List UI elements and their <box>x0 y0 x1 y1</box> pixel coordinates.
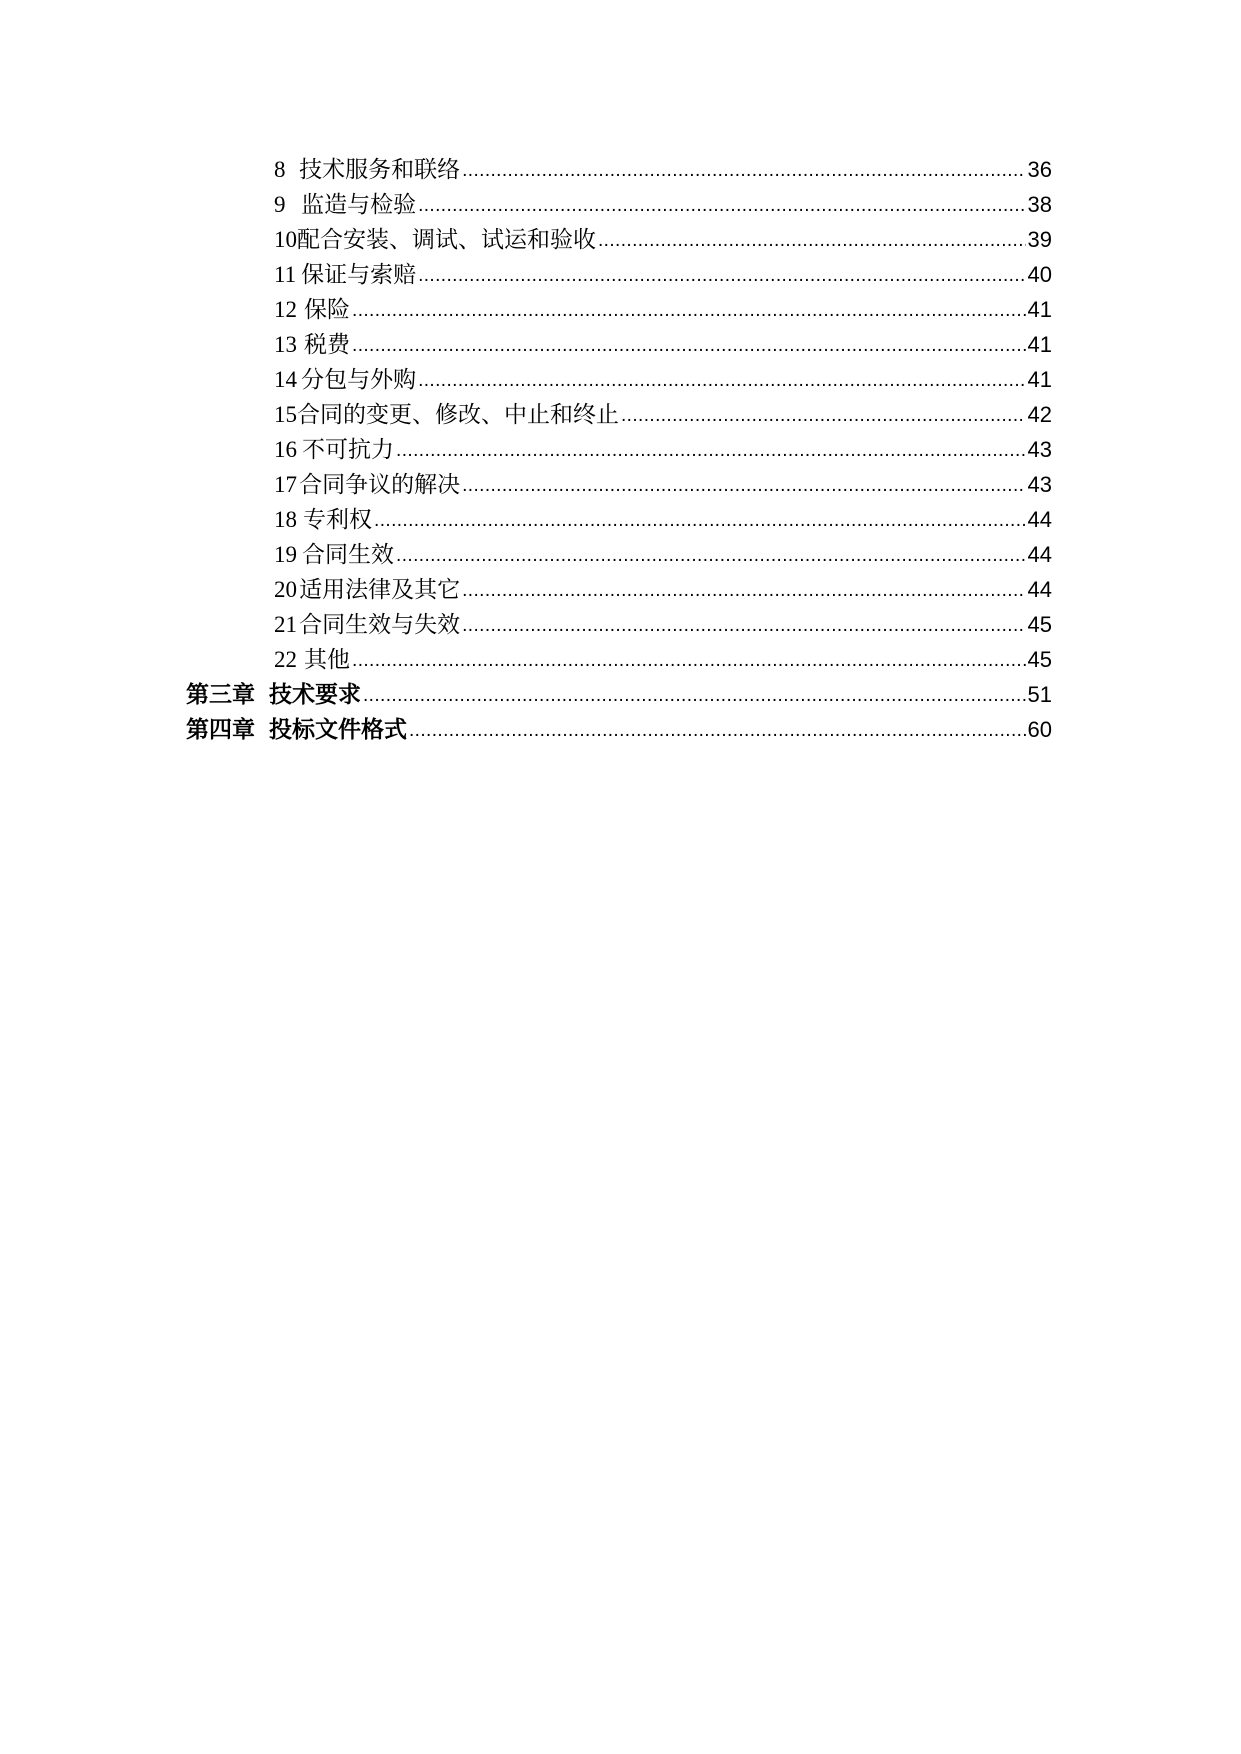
toc-entry-17[interactable] <box>186 467 1052 502</box>
dot-leader <box>352 642 1026 678</box>
dot-leader <box>598 222 1026 258</box>
dot-leader <box>418 187 1025 223</box>
toc-entry-number: 15 <box>274 402 297 427</box>
dot-leader <box>418 362 1025 398</box>
toc-entry-title: 专利权 <box>303 507 373 533</box>
toc-entry-page: 45 <box>1027 647 1052 672</box>
toc-entry-title: 合同生效 <box>302 542 395 568</box>
toc-entry-20[interactable] <box>186 572 1052 607</box>
toc-entry-14[interactable] <box>186 362 1052 397</box>
toc-entry-page: 39 <box>1027 227 1052 252</box>
dot-leader <box>409 712 1026 748</box>
toc-entry-22[interactable] <box>186 642 1052 677</box>
dot-leader <box>418 257 1025 293</box>
toc-chapter-title: 技术要求 <box>269 682 361 708</box>
toc-entry-title: 其他 <box>304 647 351 673</box>
toc-entry-page: 44 <box>1027 577 1052 602</box>
toc-entry-title: 合同的变更、修改、中止和终止 <box>297 402 619 428</box>
dot-leader <box>374 502 1025 538</box>
toc-entry-page: 42 <box>1027 402 1052 427</box>
toc-entry-page: 41 <box>1027 297 1052 322</box>
toc-entry-title: 适用法律及其它 <box>299 577 461 603</box>
toc-entry-title: 保证与索赔 <box>301 262 417 288</box>
toc-entry-11[interactable] <box>186 257 1052 292</box>
dot-leader <box>462 607 1025 643</box>
toc-entry-number: 19 <box>274 542 297 567</box>
toc-entry-page: 45 <box>1027 612 1052 637</box>
toc-entry-19[interactable] <box>186 537 1052 572</box>
toc-entry-9[interactable] <box>186 187 1052 222</box>
toc-chapter-label: 第四章 <box>186 717 255 743</box>
toc-entry-number: 9 <box>274 192 286 217</box>
dot-leader <box>363 677 1026 713</box>
dot-leader <box>352 292 1026 328</box>
toc-entry-number: 17 <box>274 472 297 497</box>
toc-entry-title: 税费 <box>304 332 351 358</box>
dot-leader <box>396 432 1025 468</box>
dot-leader <box>462 467 1025 503</box>
toc-entry-title: 分包与外购 <box>301 367 417 393</box>
toc-entry-title: 配合安装、调试、试运和验收 <box>297 227 596 253</box>
toc-entry-page: 43 <box>1027 437 1052 462</box>
toc-chapter-page: 60 <box>1027 717 1052 742</box>
toc-entry-title: 合同争议的解决 <box>299 472 461 498</box>
table-of-contents <box>186 152 1052 747</box>
toc-entry-15[interactable] <box>186 397 1052 432</box>
toc-entry-8[interactable] <box>186 152 1052 187</box>
toc-entry-page: 44 <box>1027 542 1052 567</box>
toc-entry-number: 12 <box>274 297 297 322</box>
toc-entry-number: 10 <box>274 227 297 252</box>
toc-entry-page: 41 <box>1027 367 1052 392</box>
toc-entry-10[interactable] <box>186 222 1052 257</box>
dot-leader <box>621 397 1026 433</box>
toc-entry-title: 合同生效与失效 <box>299 612 461 638</box>
toc-entry-18[interactable] <box>186 502 1052 537</box>
toc-entry-number: 20 <box>274 577 297 602</box>
toc-entry-title: 保险 <box>304 297 351 323</box>
toc-entry-page: 36 <box>1027 157 1052 182</box>
toc-entry-page: 43 <box>1027 472 1052 497</box>
toc-entry-title: 不可抗力 <box>302 437 395 463</box>
toc-entry-number: 8 <box>274 157 286 182</box>
toc-entry-12[interactable] <box>186 292 1052 327</box>
toc-entry-page: 44 <box>1027 507 1052 532</box>
toc-entry-13[interactable] <box>186 327 1052 362</box>
dot-leader <box>396 537 1025 573</box>
dot-leader <box>462 152 1025 188</box>
toc-chapter-title: 投标文件格式 <box>269 717 407 743</box>
toc-entry-number: 22 <box>274 647 297 672</box>
toc-chapter-4[interactable] <box>186 712 1052 747</box>
toc-chapter-3[interactable] <box>186 677 1052 712</box>
toc-entry-number: 16 <box>274 437 297 462</box>
toc-entry-number: 18 <box>274 507 297 532</box>
toc-entry-page: 41 <box>1027 332 1052 357</box>
toc-entry-title: 监造与检验 <box>301 192 417 218</box>
toc-chapter-label: 第三章 <box>186 682 255 708</box>
toc-entry-number: 14 <box>274 367 297 392</box>
toc-chapter-page: 51 <box>1027 682 1052 707</box>
toc-entry-number: 21 <box>274 612 297 637</box>
toc-entry-number: 13 <box>274 332 297 357</box>
dot-leader <box>462 572 1025 608</box>
toc-entry-page: 38 <box>1027 192 1052 217</box>
dot-leader <box>352 327 1026 363</box>
toc-entry-title: 技术服务和联络 <box>299 157 461 183</box>
toc-entry-16[interactable] <box>186 432 1052 467</box>
toc-entry-21[interactable] <box>186 607 1052 642</box>
toc-entry-page: 40 <box>1027 262 1052 287</box>
toc-entry-number: 11 <box>274 262 297 287</box>
